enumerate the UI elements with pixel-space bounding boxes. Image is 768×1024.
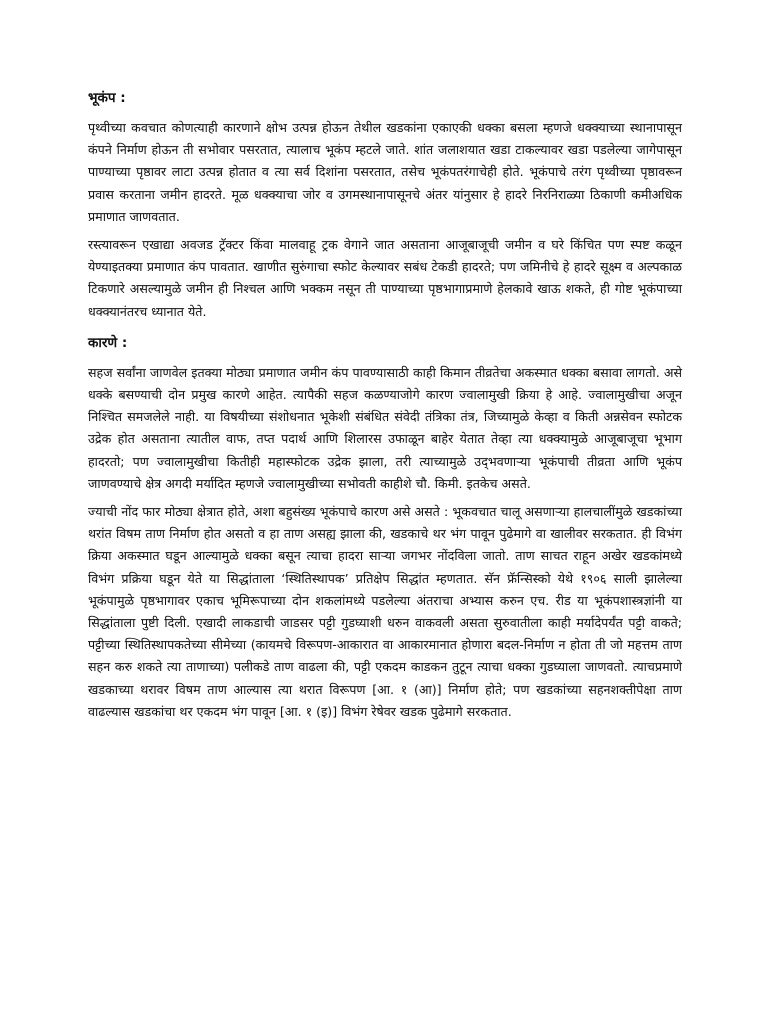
section-heading-causes: कारणे : — [88, 334, 128, 351]
paragraph-causes-tectonic: ज्याची नोंद फार मोठ्या क्षेत्रात होते, अशा बहुसंख्य भूकंपाचे कारण असे असते : भूकवचात चालू असणाऱ्या हालचालींमुळे खडकांच्या थरांत विषम ताण निर्माण होत असतो व हा ताण असह्य झाला की, खडकाचे थर भंग पावून पुढेमागे वा खालीवर सरकतात. ही विभंग क्रिया अकस्मात घडून आल्यामुळे धक्का बसून त्याचा हादरा साऱ्या जगभर नोंदविला जातो. ताण साचत राहून अखेर खडकांमध्ये विभंग प्रक्रिया घडून येते या सिद्धांताला ‘स्थितिस्थापक’ प्रतिक्षेप सिद्धांत म्हणतात. सॅन फ्रॅन्सिस्को येथे १९०६ साली झालेल्या भूकंपामुळे पृष्ठभागावर एकाच भूमिरूपाच्या दोन शकलांमध्ये पडलेल्या अंतराचा अभ्यास करुन एच. रीड या भूकंपशास्त्रज्ञांनी या सिद्धांताला पुष्टी दिली. एखादी लाकडाची जाडसर पट्टी गुडघ्याशी धरुन वाकवली असता सुरुवातीला काही मर्यादेपर्यंत पट्टी वाकते; पट्टीच्या स्थितिस्थापकतेच्या सीमेच्या (कायमचे विरूपण-आकारात वा आकारमानात होणारा बदल-निर्माण न होता ती जो महत्तम ताण सहन करु शकते त्या ताणाच्या) पलीकडे ताण वाढला की, पट्टी एकदम काडकन तुटून त्याचा धक्का गुडघ्याला जाणवतो. त्याचप्रमाणे खडकाच्या थरावर विषम ताण आल्यास त्या थरात विरूपण [आ. १ (आ)] निर्माण होते; पण खडकांच्या सहनशक्तीपेक्षा ताण वाढल्यास खडकांचा थर एकदम भंग पावून [आ. १ (इ)] विभंग रेषेवर खडक पुढेमागे सरकतात. — [88, 504, 682, 719]
paragraph-earthquake-examples: रस्त्यावरून एखाद्या अवजड ट्रॅक्टर किंवा मालवाहू ट्रक वेगाने जात असताना आजूबाजूची जमीन व घरे किंचित पण स्पष्ट कळून येण्याइतक्या प्रमाणात कंप पावतात. खाणीत सुरुंगाचा स्फोट केल्यावर सबंध टेकडी हादरते; पण जमिनीचे हे हादरे सूक्ष्म व अल्पकाळ टिकणारे असल्यामुळे जमीन ही निश्चल आणि भक्कम नसून ती पाण्याच्या पृष्ठभागाप्रमाणे हेलकावे खाऊ शकते, ही गोष्ट भूकंपाच्या धक्क्यानंतरच ध्यानात येते. — [88, 237, 682, 319]
document-page — [88, 88, 682, 729]
section-heading-earthquake: भूकंप : — [88, 90, 126, 106]
paragraph-causes-volcanic: सहज सर्वांना जाणवेल इतक्या मोठ्या प्रमाणात जमीन कंप पावण्यासाठी काही किमान तीव्रतेचा अकस्मात धक्का बसावा लागतो. असे धक्के बसण्याची दोन प्रमुख कारणे आहेत. त्यापैकी सहज कळण्याजोगे कारण ज्वालामुखी क्रिया हे आहे. ज्वालामुखीचा अजून निश्चित समजलेले नाही. या विषयीच्या संशोधनात भूकेशी संबंधित संवेदी तंत्रिका तंत्र, जिच्यामुळे केव्हा व किती अन्नसेवन स्फोटक उद्रेक होत असताना त्यातील वाफ, तप्त पदार्थ आणि शिलारस उफाळून बाहेर येतात तेव्हा त्या धक्क्यामुळे आजूबाजूचा भूभाग हादरतो; पण ज्वालामुखीचा कितीही महास्फोटक उद्रेक झाला, तरी त्याच्यामुळे उद्‌भवणाऱ्या भूकंपाची तीव्रता आणि भूकंप जाणवण्याचे क्षेत्र अगदी मर्यादित म्हणजे ज्वालामुखीच्या सभोवती काहीशे चौ. किमी. इतकेच असते. — [88, 364, 682, 491]
section-causes — [88, 333, 682, 723]
section-earthquake — [88, 88, 682, 323]
paragraph-earthquake-definition: पृथ्वीच्या कवचात कोणत्याही कारणाने क्षोभ उत्पन्न होऊन तेथील खडकांना एकाएकी धक्का बसला म्हणजे धक्क्याच्या स्थानापासून कंपने निर्माण होऊन ती सभोवार पसरतात, त्यालाच भूकंप म्हटले जाते. शांत जलाशयात खडा टाकल्यावर खडा पडलेल्या जागेपासून पाण्याच्या पृष्ठावर लाटा उत्पन्न होतात व त्या सर्व दिशांना पसरतात, तसेच भूकंपतरंगाचेही होते. भूकंपाचे तरंग पृथ्वीच्या पृष्ठावरून प्रवास करताना जमीन हादरते. मूळ धक्क्याचा जोर व उगमस्थानापासूनचे अंतर यांनुसार हे हादरे निरनिराळ्या ठिकाणी कमीअधिक प्रमाणात जाणवतात. — [88, 120, 682, 224]
